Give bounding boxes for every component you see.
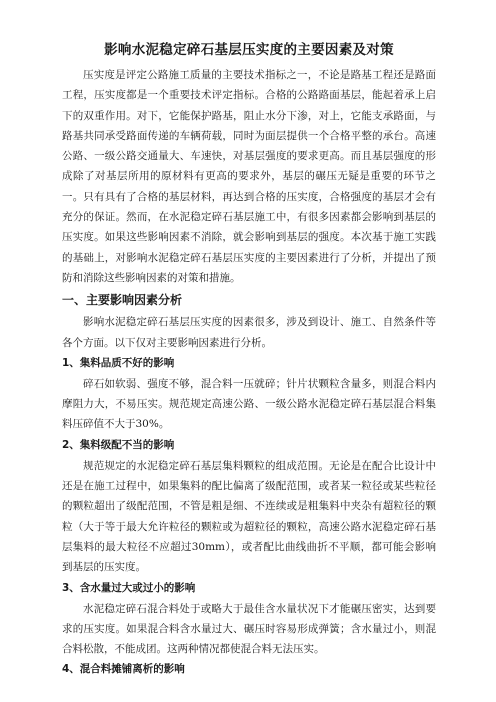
section-intro-paragraph: 影响水泥稳定碎石基层压实度的因素很多，涉及到设计、施工、自然条件等各个方面。以下仅对主要影响因素进行分析。: [62, 316, 436, 349]
subsection-heading-aggregate-quality: 1、集料品质不好的影响: [62, 356, 175, 369]
subsection-heading-segregation: 4、混合料摊铺离析的影响: [62, 663, 185, 676]
section-heading: 一、主要影响因素分析: [62, 293, 183, 308]
subsection-text-aggregate-gradation: 规范规定的水泥稳定碎石基层集料颗粒的组成范围。无论是在配合比设计中还是在施工过程中，如果集料的配比偏离了级配范围，或者某一粒径或某些粒径的颗粒超出了级配范围，不管是粗是细、不连续或是粗集料中夹杂有超粒径的颗粒（大于等于最大允许粒径的颗粒或为超粒径的颗粒，高速公路水泥稳定碎石基层集料的最大粒径不应超过30mm），或者配比曲线曲折不平顺，都可能会影响到基层的压实度。: [62, 459, 436, 574]
subsection-heading-moisture-content: 3、含水量过大或过小的影响: [62, 581, 196, 594]
intro-paragraph: 压实度是评定公路施工质量的主要技术指标之一，不论是路基工程还是路面工程，压实度都是一个重要技术评定指标。合格的公路路面基层，能起着承上启下的双重作用。对下，它能保护路基，阻止水分下渗，对上，它能支承路面，与路基共同承受路面传递的车辆荷载，同时为面层提供一个合格平整的承台。高速公路、一级公路交通量大、车速快，对基层强度的要求更高。而且基层强度的形成除了对基层所用的原材料有更高的要求外，基层的碾压无疑是重要的环节之一。只有具有了合格的基层材料，再达到合格的压实度，合格强度的基层才会有充分的保证。然而，在水泥稳定碎石基层施工中，有很多因素都会影响到基层的压实度。如果这些影响因素不消除，就会影响到基层的强度。本次基于施工实践的基础上，对影响水泥稳定碎石基层压实度的主要因素进行了分析，并提出了预防和消除这些影响因素的对策和措施。: [62, 69, 436, 284]
subsection-heading-aggregate-gradation: 2、集料级配不当的影响: [62, 438, 175, 451]
subsection-text-moisture-content: 水泥稳定碎石混合料处于或略大于最佳含水量状况下才能碾压密实，达到要求的压实度。如果混合料含水量过大、碾压时容易形成弹簧；含水量过小，则混合料松散，不能成团。这两种情况都使混合料无法压实。: [62, 602, 436, 656]
subsection-text-aggregate-quality: 碎石如软弱、强度不够，混合料一压就碎；针片状颗粒含量多，则混合料内摩阻力大，不易压实。规范规定高速公路、一级公路水泥稳定碎石基层混合料集料压碎值不大于30%。: [62, 377, 436, 431]
document-title: 影响水泥稳定碎石基层压实度的主要因素及对策: [104, 42, 394, 58]
